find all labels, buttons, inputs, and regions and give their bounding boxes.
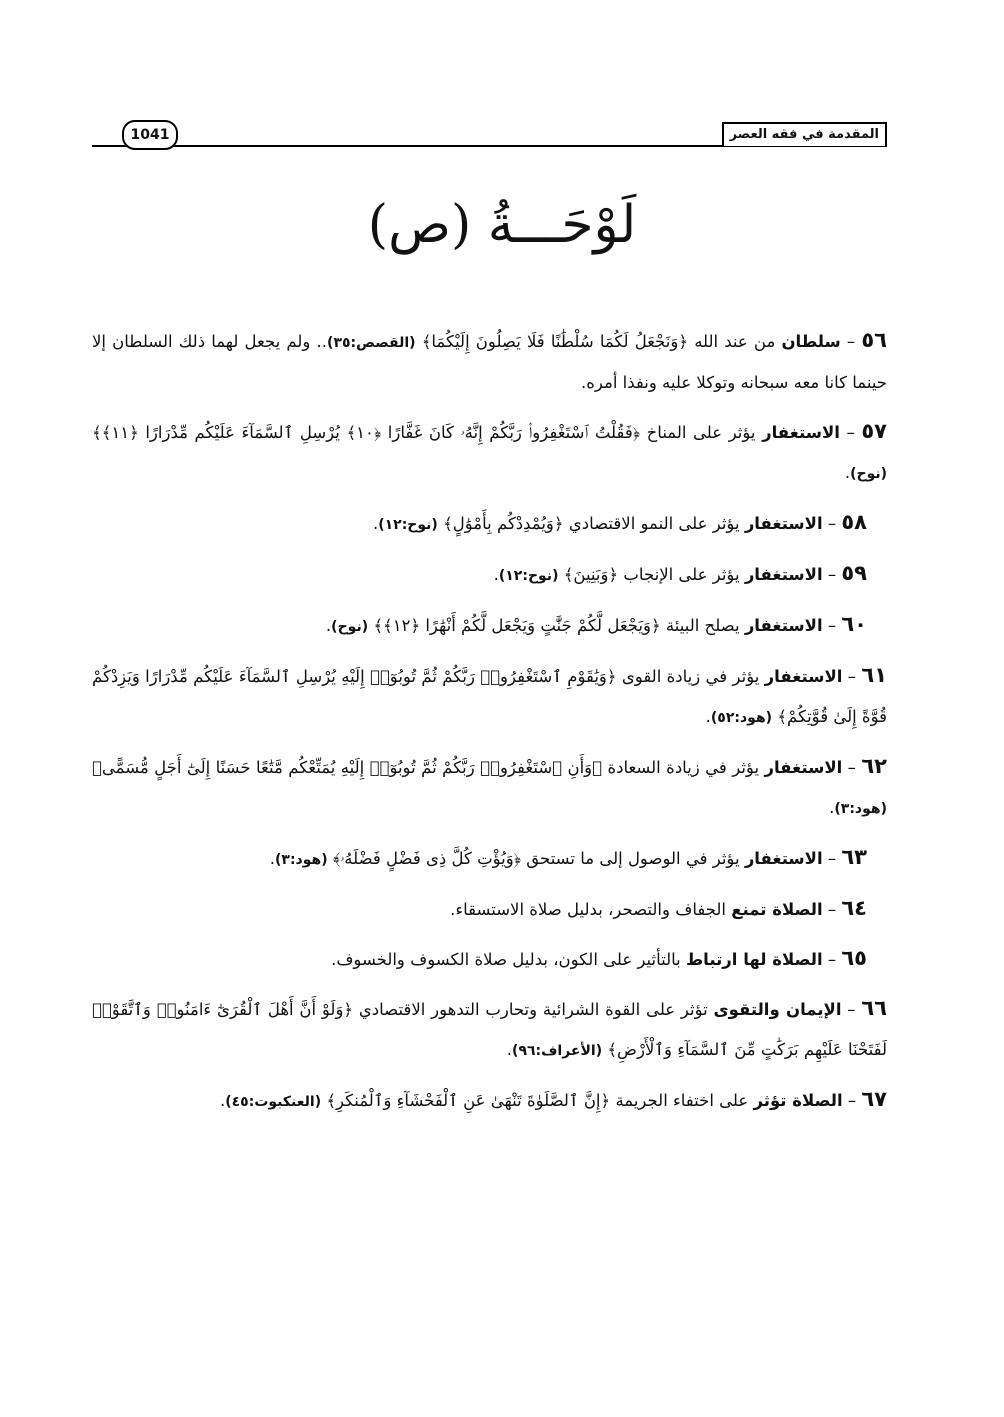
verse-reference: (هود:٣) [834, 801, 887, 817]
verse-reference: (نوح) [850, 466, 887, 482]
verse-reference: (نوح:١٢) [498, 568, 559, 584]
item-number: ٦٧ [861, 1087, 887, 1111]
verse-reference: (هود:٥٢) [710, 710, 773, 726]
item-text: يؤثر في زيادة السعادة [607, 758, 760, 777]
item-number: ٦٠ [841, 612, 867, 636]
item-text: يؤثر على النمو الاقتصادي [568, 514, 740, 533]
quran-verse: ﴿فَقُلْتُ ٱسْتَغْفِرُوا۟ رَبَّكُمْ إِنَّهُۥ كَانَ غَفَّارًا ﴿١٠﴾ يُرْسِلِ ٱلسَّمَآءَ عَلَيْكُم مِّدْرَارًا ﴿١١﴾﴾ [92, 423, 641, 442]
item-number: ٥٩ [841, 561, 867, 585]
item-text-after: . [372, 514, 379, 533]
list-item: ٦٢ – الاستغفار يؤثر في زيادة السعادة ﴿وَأَنِ ٱسْتَغْفِرُوا۟ رَبَّكُمْ ثُمَّ تُوبُوٓا۟ إِلَيْهِ يُمَتِّعْكُم مَّتَٰعًا حَسَنًا إِلَىٰٓ أَجَلٍ مُّسَمًّى﴾ (هود:٣). [92, 754, 887, 817]
item-term: الإيمان والتقوى [713, 1000, 842, 1019]
quran-verse: ﴿وَنَجْعَلُ لَكُمَا سُلْطَٰنًا فَلَا يَصِلُونَ إِلَيْكُمَا﴾ [421, 332, 689, 351]
list-item: ٥٧ – الاستغفار يؤثر على المناخ ﴿فَقُلْتُ ٱسْتَغْفِرُوا۟ رَبَّكُمْ إِنَّهُۥ كَانَ غَفَّارًا ﴿١٠﴾ يُرْسِلِ ٱلسَّمَآءَ عَلَيْكُم مِّدْرَارًا ﴿١١﴾﴾ (نوح). [92, 419, 887, 482]
item-number: ٥٨ [841, 510, 867, 534]
item-term: الاستغفار [744, 616, 823, 635]
list-item: ٦٤ – الصلاة تمنع الجفاف والتصحر، بدليل صلاة الاستسقاء. [450, 896, 867, 920]
item-text: الجفاف والتصحر، بدليل صلاة الاستسقاء. [450, 900, 726, 919]
list-item: ٦٠ – الاستغفار يصلح البيئة ﴿وَيَجْعَل لَّكُمْ جَنَّٰتٍ وَيَجْعَل لَّكُمْ أَنْهَٰرًا ﴿١٢﴾﴾ (نوح). [325, 612, 867, 636]
item-number: ٦٢ [861, 754, 887, 778]
item-number: ٦٥ [841, 946, 867, 970]
item-number: ٦١ [861, 663, 888, 687]
item-text: يؤثر في الوصول إلى ما تستحق [526, 849, 740, 868]
verse-reference: (العنكبوت:٤٥) [225, 1094, 322, 1110]
item-term: الاستغفار [764, 758, 843, 777]
item-text-after: .. ولم يجعل لهما ذلك السلطان إلا حينما كانا معه سبحانه وتوكلا عليه ونفذا أمره. [92, 332, 887, 392]
item-term: الاستغفار [764, 667, 843, 686]
list-item: ٥٨ – الاستغفار يؤثر على النمو الاقتصادي ﴿وَيُمْدِدْكُم بِأَمْوَٰلٍ﴾ (نوح:١٢). [372, 510, 867, 534]
item-text-after: . [493, 565, 499, 584]
item-term: الصلاة تمنع [731, 900, 823, 919]
page-header [92, 118, 887, 148]
quran-verse: ﴿وَلَوْ أَنَّ أَهْلَ ٱلْقُرَىٰٓ ءَامَنُوا۟ وَٱتَّقَوْا۟ لَفَتَحْنَا عَلَيْهِم بَرَكَٰتٍ مِّنَ ٱلسَّمَآءِ وَٱلْأَرْضِ﴾ [92, 1000, 887, 1059]
item-text: يؤثر على المناخ [646, 423, 756, 442]
item-number: ٥٧ [861, 419, 887, 443]
verse-reference: (نوح) [331, 619, 369, 635]
item-text: يصلح البيئة [665, 616, 740, 635]
list-item: ٦٥ – الصلاة لها ارتباط بالتأثير على الكون، بدليل صلاة الكسوف والخسوف. [331, 946, 867, 970]
page-number: 1041 [122, 120, 178, 150]
list-item: ٦٣ – الاستغفار يؤثر في الوصول إلى ما تستحق ﴿وَيُؤْتِ كُلَّ ذِى فَضْلٍ فَضْلَهُۥ﴾ (هود:٣). [269, 845, 867, 869]
plate-title: لَوْحَـــةُ (ص) [367, 195, 637, 255]
item-term: الاستغفار [762, 423, 840, 442]
item-term: الصلاة تؤثر [753, 1091, 843, 1110]
quran-verse: ﴿وَيَجْعَل لَّكُمْ جَنَّٰتٍ وَيَجْعَل لَّكُمْ أَنْهَٰرًا ﴿١٢﴾﴾ [373, 616, 661, 635]
quran-verse: ﴿وَيُمْدِدْكُم بِأَمْوَٰلٍ﴾ [443, 514, 564, 533]
verse-reference: (القصص:٣٥) [327, 335, 416, 351]
book-title: المقدمة في فقه العصر [722, 122, 887, 146]
item-text-after: . [325, 616, 332, 635]
quran-verse: ﴿إِنَّ ٱلصَّلَوٰةَ تَنْهَىٰ عَنِ ٱلْفَحْشَآءِ وَٱلْمُنكَرِ﴾ [326, 1091, 611, 1110]
item-text: بالتأثير على الكون، بدليل صلاة الكسوف والخسوف. [331, 950, 681, 969]
item-term: الاستغفار [744, 514, 823, 533]
verse-reference: (نوح:١٢) [378, 517, 438, 533]
item-text: تؤثر على القوة الشرائية وتحارب التدهور الاقتصادي [358, 1000, 708, 1019]
item-number: ٦٦ [861, 996, 887, 1020]
item-term: الاستغفار [744, 849, 823, 868]
item-text-after: . [829, 798, 835, 817]
item-text-after: . [844, 463, 851, 482]
item-text: يؤثر في زيادة القوى [621, 667, 760, 686]
verse-reference: (الأعراف:٩٦) [512, 1043, 603, 1059]
quran-verse: ﴿وَيَٰقَوْمِ ٱسْتَغْفِرُوا۟ رَبَّكُمْ ثُمَّ تُوبُوٓا۟ إِلَيْهِ يُرْسِلِ ٱلسَّمَآءَ عَلَيْكُم مِّدْرَارًا وَيَزِدْكُمْ قُوَّةً إِلَىٰ قُوَّتِكُمْ﴾ [92, 667, 887, 726]
item-number: ٦٣ [841, 845, 867, 869]
quran-verse: ﴿وَأَنِ ٱسْتَغْفِرُوا۟ رَبَّكُمْ ثُمَّ تُوبُوٓا۟ إِلَيْهِ يُمَتِّعْكُم مَّتَٰعًا حَسَنًا إِلَىٰٓ أَجَلٍ مُّسَمًّى﴾ [92, 758, 603, 777]
list-item: ٦١ – الاستغفار يؤثر في زيادة القوى ﴿وَيَٰقَوْمِ ٱسْتَغْفِرُوا۟ رَبَّكُمْ ثُمَّ تُوبُوٓا۟ إِلَيْهِ يُرْسِلِ ٱلسَّمَآءَ عَلَيْكُم مِّدْرَارًا وَيَزِدْكُمْ قُوَّةً إِلَىٰ قُوَّتِكُمْ﴾ (هود:٥٢). [92, 663, 888, 726]
item-term: سلطان [781, 332, 841, 351]
item-number: ٦٤ [841, 896, 867, 920]
list-item: ٥٩ – الاستغفار يؤثر على الإنجاب ﴿وَبَنِينَ﴾ (نوح:١٢). [493, 561, 867, 585]
item-text: على اختفاء الجريمة [615, 1091, 749, 1110]
list-item: ٥٦ – سلطان من عند الله ﴿وَنَجْعَلُ لَكُمَا سُلْطَٰنًا فَلَا يَصِلُونَ إِلَيْكُمَا﴾ (القصص:٣٥).. ولم يجعل لهما ذلك السلطان إلا حينما كانا معه سبحانه وتوكلا عليه ونفذا أمره. [92, 328, 887, 392]
item-text-after: . [269, 849, 275, 868]
item-text: من عند الله [694, 332, 776, 351]
item-term: الاستغفار [744, 565, 823, 584]
quran-verse: ﴿وَيُؤْتِ كُلَّ ذِى فَضْلٍ فَضْلَهُۥ﴾ [332, 849, 522, 868]
item-term: الصلاة لها ارتباط [686, 950, 823, 969]
verse-reference: (هود:٣) [275, 852, 328, 868]
item-text-after: . [705, 707, 711, 726]
item-list [92, 320, 887, 1130]
item-text: يؤثر على الإنجاب [623, 565, 740, 584]
list-item: ٦٧ – الصلاة تؤثر على اختفاء الجريمة ﴿إِنَّ ٱلصَّلَوٰةَ تَنْهَىٰ عَنِ ٱلْفَحْشَآءِ وَٱلْمُنكَرِ﴾ (العنكبوت:٤٥). [219, 1087, 887, 1111]
quran-verse: ﴿وَبَنِينَ﴾ [563, 565, 619, 584]
list-item: ٦٦ – الإيمان والتقوى تؤثر على القوة الشرائية وتحارب التدهور الاقتصادي ﴿وَلَوْ أَنَّ أَهْلَ ٱلْقُرَىٰٓ ءَامَنُوا۟ وَٱتَّقَوْا۟ لَفَتَحْنَا عَلَيْهِم بَرَكَٰتٍ مِّنَ ٱلسَّمَآءِ وَٱلْأَرْضِ﴾ (الأعراف:٩٦). [92, 996, 887, 1059]
item-number: ٥٦ [861, 328, 887, 352]
item-text-after: . [219, 1091, 226, 1110]
item-text-after: . [506, 1040, 513, 1059]
